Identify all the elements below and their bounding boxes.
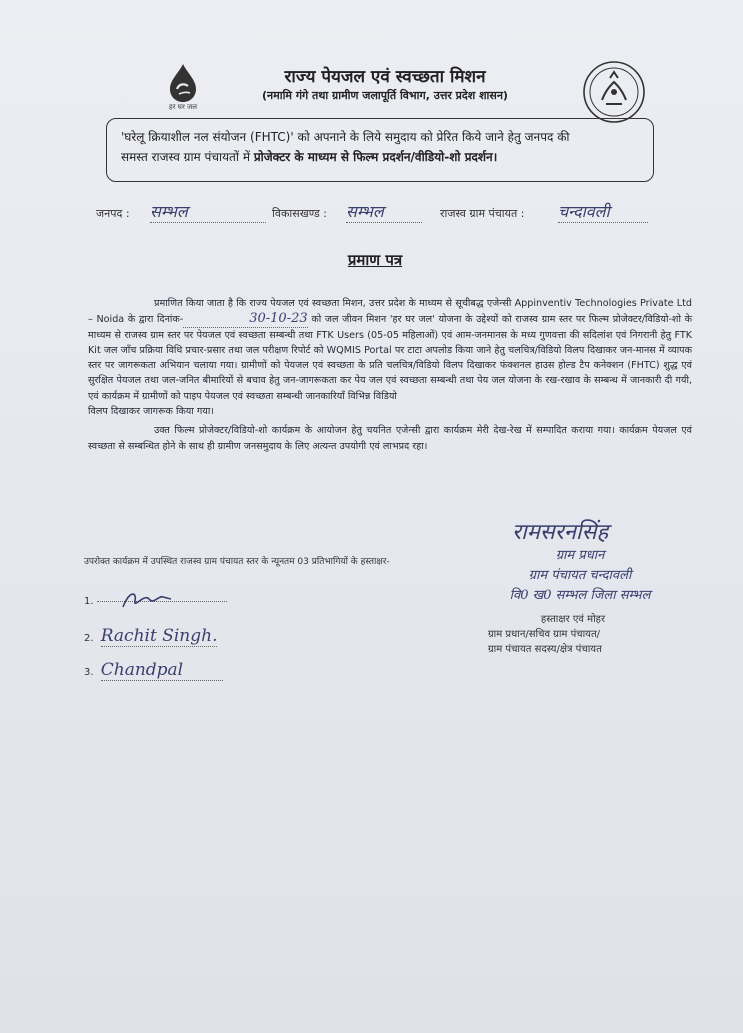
district-value: सम्भल <box>150 200 266 223</box>
certificate-paragraph-2: उक्त फिल्म प्रोजेक्टर/विडियो-शो कार्यक्रम के आयोजन हेतु चयनित एजेन्सी द्वारा कार्यक्रम मेरी देख-रेख में सम्पादित कराया गया। कार्यक्रम पेयजल एवं स्वच्छता से सम्बन्धित होने के साथ ही ग्रामीण जनसमुदाय के लिए अत्यन्त उपयोगी एवं लाभप्रद रहा। <box>88 425 692 452</box>
certificate-body <box>88 296 692 454</box>
participant-2-signature: Rachit Singh. <box>100 626 218 646</box>
participants-note: उपरोक्त कार्यक्रम में उपस्थित राजस्व ग्राम पंचायत स्तर के न्यूनतम 03 प्रतिभागियों के हस्ताक्षर- <box>84 557 390 567</box>
program-date: 30-10-23 <box>183 311 307 327</box>
pradhan-seal-line-1: ग्राम प्रधान <box>555 548 605 563</box>
stamp-role-2: ग्राम पंचायत सदस्य/क्षेत्र पंचायत <box>488 644 602 655</box>
block-label: विकासखण्ड : <box>272 207 328 220</box>
pradhan-seal <box>470 546 690 606</box>
participant-2 <box>84 626 217 647</box>
block-value: सम्भल <box>346 200 422 223</box>
para1-part-a: प्रमाणित किया जाता है कि राज्य पेयजल एवं स्वच्छता मिशन, उत्तर प्रदेश के माध्यम से सूचीबद्ध एजेन्सी Appinventiv Technologies Private Ltd – Noida के द्वारा दिनांक- <box>88 298 692 326</box>
para1-part-c: विलप दिखाकर जागरूक किया गया। <box>88 406 214 418</box>
participant-1-number: 1. <box>84 596 94 607</box>
district-label: जनपद : <box>96 207 130 220</box>
signature-role-label <box>488 612 658 657</box>
program-banner <box>106 118 654 182</box>
stamp-label: हस्ताक्षर एवं मोहर <box>540 614 606 625</box>
gram-panchayat-label: राजस्व ग्राम पंचायत : <box>440 207 525 220</box>
har-ghar-jal-logo <box>160 62 206 110</box>
banner-line-2-bold: प्रोजेक्टर के माध्यम से फिल्म प्रदर्शन/वीडियो-शो प्रदर्शन। <box>253 150 498 164</box>
participant-3-number: 3. <box>84 667 94 678</box>
logo-caption: हर घर जल <box>169 103 197 110</box>
participant-3 <box>84 660 223 681</box>
organization-subtitle: (नमामि गंगे तथा ग्रामीण जलापूर्ति विभाग, उत्तर प्रदेश शासन) <box>262 89 508 102</box>
pradhan-seal-line-2: ग्राम पंचायत चन्दावली <box>528 568 632 583</box>
participant-3-signature: Chandpal <box>101 660 223 681</box>
participant-1 <box>84 596 227 607</box>
stamp-role-1: ग्राम प्रधान/सचिव ग्राम पंचायत/ <box>488 629 601 640</box>
banner-line-1: 'घरेलू क्रियाशील नल संयोजन (FHTC)' को अपनाने के लिये समुदाय को प्रेरित किये जाने हेतु जनपद की <box>121 130 570 144</box>
gram-panchayat-value: चन्दावली <box>558 200 648 223</box>
para1-part-b: को जल जीवन मिशन 'हर घर जल' योजना के उद्देश्यों को राजस्व ग्राम स्तर पर फिल्म प्रोजेक्टर/विडियो-शो के माध्यम से राजस्व ग्राम स्तर पर पेयजल एवं स्वच्छता सम्बन्धी तथा FTK Users (05-05 महिलाओं) एवं आम-जनमानस के मध्य गुणवत्ता की सदिलांश एवं निगरानी हेतु FTK Kit जल जाँच प्रक्रिया विधि प्रचार-प्रसार तथा जल परीक्षण रिपोर्ट को WQMIS Portal पर टाटा अपलोड किया जाने हेतु चलचित्र/विडियो विलप दिखाकर जन-मानस में व्यापक स्तर पर जागरूकता अभियान चलाया गया। ग्रामीणों को पेयजल एवं स्वच्छता के प्रति चलचित्र/विडियो विलप दिखाकर फंक्शनल हाउस होल्ड टैप कनेक्शन (FHTC) शुद्ध एवं सुरक्षित पेयजल तथा जल-जनित बीमारियों से बचाव हेतु जन-जागरूकता कर पेय जल एवं स्वच्छता सम्बन्धी तथा पेय जल योजना के रख-रखाव के सम्बन्ध में जानकारी दी गयी, एवं कार्यक्रम में ग्रामीणों को पाइप पेयजल एवं स्वच्छता सम्बन्धी जानकारियाँ विभिन्न विडियो <box>88 314 692 402</box>
participant-1-signature-icon <box>119 587 179 613</box>
certificate-title: प्रमाण पत्र <box>347 251 403 269</box>
organization-name: राज्य पेयजल एवं स्वच्छता मिशन <box>284 67 486 87</box>
location-fields <box>96 200 656 224</box>
up-state-emblem-icon <box>582 60 646 124</box>
pradhan-seal-line-3: वि0 ख0 सम्भल जिला सम्भल <box>509 588 651 603</box>
pradhan-signature: रामसरनसिंह <box>512 520 609 545</box>
banner-line-2-plain: समस्त राजस्व ग्राम पंचायतों में <box>121 150 250 164</box>
participant-1-signature-line <box>97 601 227 602</box>
certificate-paragraph-1 <box>88 296 692 404</box>
participant-2-number: 2. <box>84 633 94 644</box>
banner-line-2 <box>121 147 639 167</box>
